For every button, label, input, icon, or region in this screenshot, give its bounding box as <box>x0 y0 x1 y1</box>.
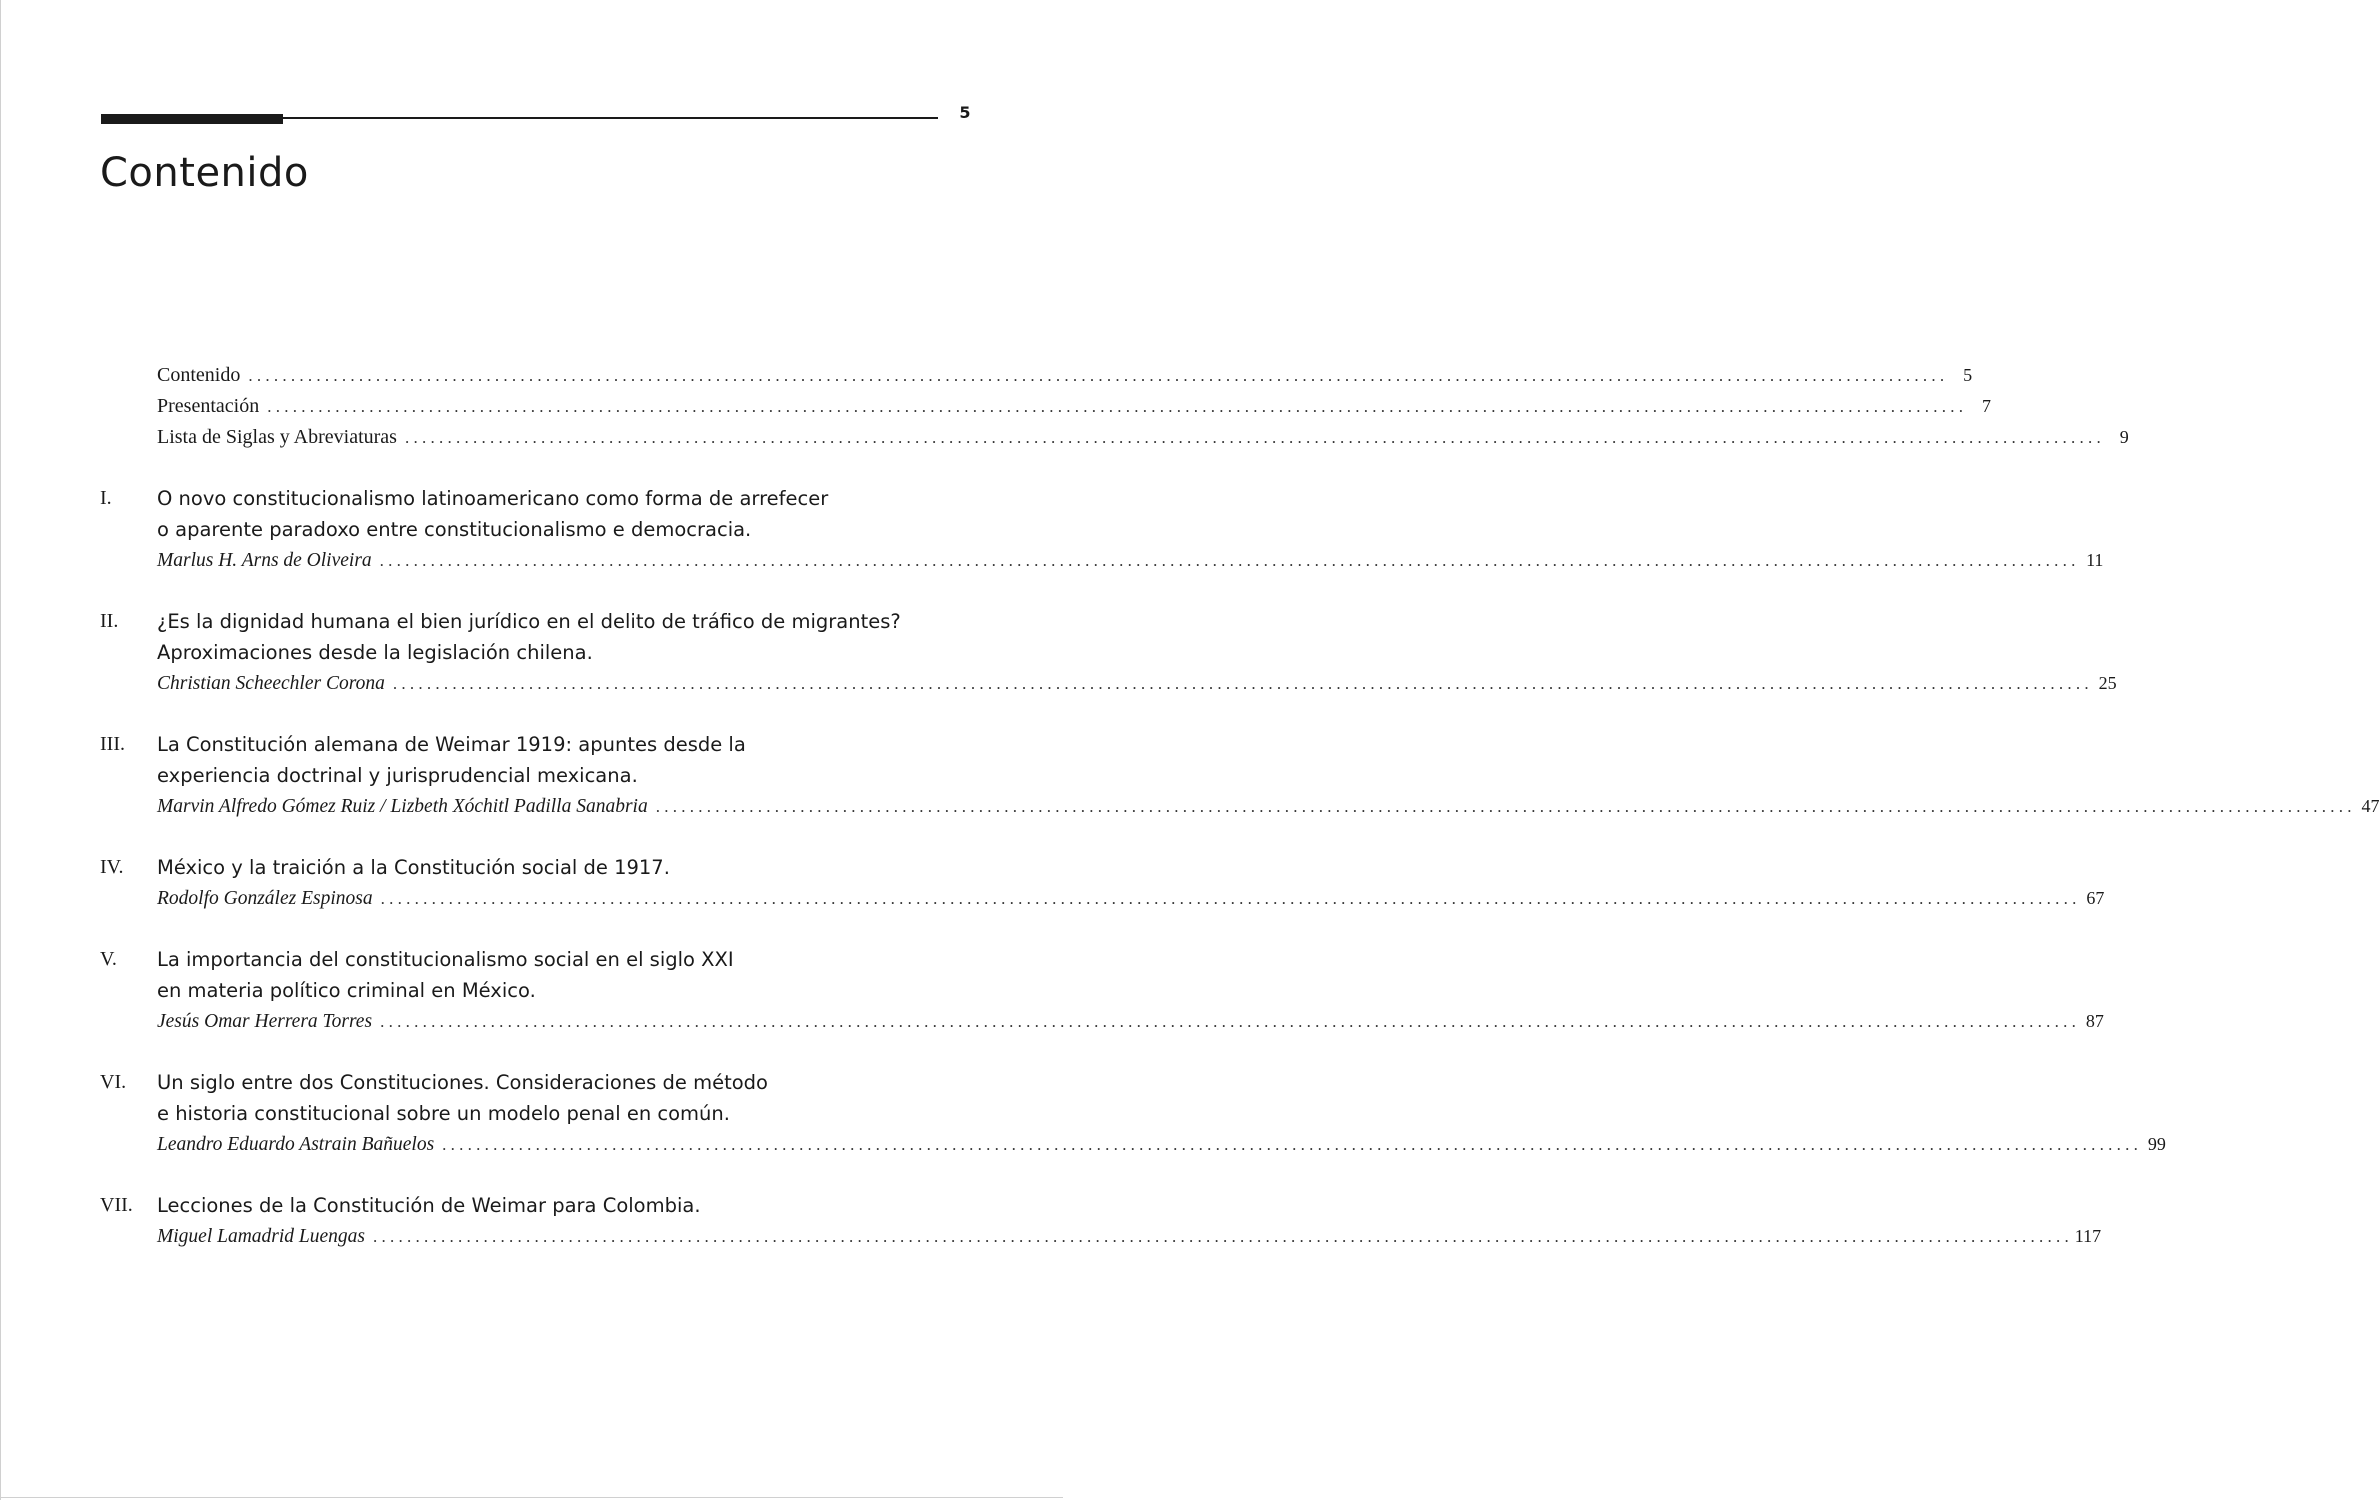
chapter-title-line[interactable]: o aparente paradoxo entre constitucionalismo e democracia. <box>157 518 752 541</box>
chapter-body <box>157 852 2105 914</box>
chapter-author-label: Rodolfo González Espinosa <box>157 888 373 909</box>
dot-leader: . . . . . . . . . . . . . . . . . . . . . . . . . . . . . . . . . . . . . . . . . . . . . . . . . . . . . . . . . . . . . . . . . . . . . . . . . . . . . . . . . . . . . . . . . . . . . . . . . . . . . . . . . . . . . . . . . . . . . . . . . . . . . . . . . . . . . . . . . . . . . . . . . . . . . . . . . . . . . . . . . . . . . . . . . . . . . . . . . . . . . . . . . . . . . . . . . . . . . . . . <box>379 551 2076 570</box>
prelim-item-label: Lista de Siglas y Abreviaturas <box>157 426 397 448</box>
chapter-entry <box>100 1190 2102 1252</box>
dot-leader: . . . . . . . . . . . . . . . . . . . . . . . . . . . . . . . . . . . . . . . . . . . . . . . . . . . . . . . . . . . . . . . . . . . . . . . . . . . . . . . . . . . . . . . . . . . . . . . . . . . . . . . . . . . . . . . . . . . . . . . . . . . . . . . . . . . . . . . . . . . . . . . . . . . . . . . . . . . . . . . . . . . . . . . . . . . . . . . . . . . . . . . . . . . . . . . . . . . . . . . . <box>392 674 2089 693</box>
page-ref: 87 <box>2085 1011 2104 1031</box>
page-edge <box>0 0 1 1500</box>
page-number: 5 <box>959 103 971 122</box>
page-ref: 11 <box>2086 550 2104 570</box>
chapter-author[interactable] <box>157 883 2105 914</box>
chapter-title-line[interactable]: Aproximaciones desde la legislación chilena. <box>157 641 593 664</box>
chapter-author[interactable] <box>157 1129 2166 1160</box>
chapter-author-label: Miguel Lamadrid Luengas <box>157 1226 366 1247</box>
page-edge <box>0 1497 1063 1498</box>
chapter-list <box>100 483 2379 1252</box>
chapter-body <box>157 1067 2166 1160</box>
page-ref: 5 <box>1963 365 1973 385</box>
chapter-entry <box>100 944 2104 1037</box>
chapter-entry <box>100 483 2104 576</box>
prelim-item-label: Contenido <box>157 364 241 386</box>
page-title: Contenido <box>100 150 309 196</box>
chapter-body <box>157 483 2104 576</box>
chapter-entry <box>100 852 2105 914</box>
page-ref: 117 <box>2074 1226 2102 1246</box>
prelim-item[interactable] <box>157 360 1973 391</box>
chapter-numeral: V. <box>100 948 117 970</box>
page-ref: 7 <box>1981 396 1991 416</box>
chapter-title-line[interactable]: e historia constitucional sobre un modelo penal en común. <box>157 1102 730 1125</box>
prelim-list <box>157 360 2129 453</box>
page-ref: 67 <box>2086 888 2105 908</box>
dot-leader: . . . . . . . . . . . . . . . . . . . . . . . . . . . . . . . . . . . . . . . . . . . . . . . . . . . . . . . . . . . . . . . . . . . . . . . . . . . . . . . . . . . . . . . . . . . . . . . . . . . . . . . . . . . . . . . . . . . . . . . . . . . . . . . . . . . . . . . . . . . . . . . . . . . . . . . . . . . . . . . . . . . . . . . . . . . . . . . . . . . . . . . . . . . . . . . . . . . . . . . . <box>373 1227 2069 1246</box>
header-rule-thin <box>283 117 938 119</box>
dot-leader: . . . . . . . . . . . . . . . . . . . . . . . . . . . . . . . . . . . . . . . . . . . . . . . . . . . . . . . . . . . . . . . . . . . . . . . . . . . . . . . . . . . . . . . . . . . . . . . . . . . . . . . . . . . . . . . . . . . . . . . . . . . . . . . . . . . . . . . . . . . . . . . . . . . . . . . . . . . . . . . . . . . . . . . . . . . . . . . . . . . . . . . . . . . . . . . . . . . . . . . . <box>267 397 1963 416</box>
chapter-title-line[interactable]: O novo constitucionalismo latinoamericano como forma de arrefecer <box>157 487 829 510</box>
chapter-author[interactable] <box>157 668 2117 699</box>
chapter-author[interactable] <box>157 545 2104 576</box>
chapter-author-label: Jesús Omar Herrera Torres <box>157 1011 373 1032</box>
chapter-numeral: II. <box>100 610 119 632</box>
chapter-title-line[interactable]: La importancia del constitucionalismo social en el siglo XXI <box>157 948 734 971</box>
chapter-author[interactable] <box>157 1221 2102 1252</box>
chapter-entry <box>100 1067 2166 1160</box>
chapter-numeral: VII. <box>100 1194 133 1216</box>
chapter-title-line[interactable]: ¿Es la dignidad humana el bien jurídico en el delito de tráfico de migrantes? <box>157 610 901 633</box>
chapter-author[interactable] <box>157 1006 2104 1037</box>
dot-leader: . . . . . . . . . . . . . . . . . . . . . . . . . . . . . . . . . . . . . . . . . . . . . . . . . . . . . . . . . . . . . . . . . . . . . . . . . . . . . . . . . . . . . . . . . . . . . . . . . . . . . . . . . . . . . . . . . . . . . . . . . . . . . . . . . . . . . . . . . . . . . . . . . . . . . . . . . . . . . . . . . . . . . . . . . . . . . . . . . . . . . . . . . . . . . . . . . . . . . . . . <box>380 1012 2076 1031</box>
prelim-item-label: Presentación <box>157 395 260 417</box>
chapter-numeral: VI. <box>100 1071 127 1093</box>
chapter-author-label: Marvin Alfredo Gómez Ruiz / Lizbeth Xóchitl Padilla Sanabria <box>157 796 648 817</box>
page-ref: 9 <box>2119 427 2129 447</box>
chapter-title-line[interactable]: La Constitución alemana de Weimar 1919: apuntes desde la <box>157 733 746 756</box>
chapter-body <box>157 606 2117 699</box>
page-ref: 99 <box>2147 1134 2166 1154</box>
chapter-title-line[interactable]: en materia político criminal en México. <box>157 979 536 1002</box>
dot-leader: . . . . . . . . . . . . . . . . . . . . . . . . . . . . . . . . . . . . . . . . . . . . . . . . . . . . . . . . . . . . . . . . . . . . . . . . . . . . . . . . . . . . . . . . . . . . . . . . . . . . . . . . . . . . . . . . . . . . . . . . . . . . . . . . . . . . . . . . . . . . . . . . . . . . . . . . . . . . . . . . . . . . . . . . . . . . . . . . . . . . . . . . . . . . . . . . . . . . . . . . <box>248 366 1945 385</box>
dot-leader: . . . . . . . . . . . . . . . . . . . . . . . . . . . . . . . . . . . . . . . . . . . . . . . . . . . . . . . . . . . . . . . . . . . . . . . . . . . . . . . . . . . . . . . . . . . . . . . . . . . . . . . . . . . . . . . . . . . . . . . . . . . . . . . . . . . . . . . . . . . . . . . . . . . . . . . . . . . . . . . . . . . . . . . . . . . . . . . . . . . . . . . . . . . . . . . . . . . . . . . . <box>380 889 2077 908</box>
page-ref: 25 <box>2098 673 2117 693</box>
chapter-body <box>157 944 2104 1037</box>
chapter-body <box>157 729 2379 822</box>
chapter-numeral: III. <box>100 733 125 755</box>
dot-leader: . . . . . . . . . . . . . . . . . . . . . . . . . . . . . . . . . . . . . . . . . . . . . . . . . . . . . . . . . . . . . . . . . . . . . . . . . . . . . . . . . . . . . . . . . . . . . . . . . . . . . . . . . . . . . . . . . . . . . . . . . . . . . . . . . . . . . . . . . . . . . . . . . . . . . . . . . . . . . . . . . . . . . . . . . . . . . . . . . . . . . . . . . . . . . . . . . . . . . . . . <box>655 797 2352 816</box>
chapter-body <box>157 1190 2102 1252</box>
dot-leader: . . . . . . . . . . . . . . . . . . . . . . . . . . . . . . . . . . . . . . . . . . . . . . . . . . . . . . . . . . . . . . . . . . . . . . . . . . . . . . . . . . . . . . . . . . . . . . . . . . . . . . . . . . . . . . . . . . . . . . . . . . . . . . . . . . . . . . . . . . . . . . . . . . . . . . . . . . . . . . . . . . . . . . . . . . . . . . . . . . . . . . . . . . . . . . . . . . . . . . . . <box>442 1135 2138 1154</box>
chapter-author-label: Marlus H. Arns de Oliveira <box>157 550 372 571</box>
chapter-title-line[interactable]: Lecciones de la Constitución de Weimar para Colombia. <box>157 1194 701 1217</box>
chapter-entry <box>100 606 2117 699</box>
chapter-author-label: Christian Scheechler Corona <box>157 673 385 694</box>
prelim-item[interactable] <box>157 422 2129 453</box>
prelim-item[interactable] <box>157 391 1991 422</box>
chapter-title-line[interactable]: México y la traición a la Constitución social de 1917. <box>157 856 670 879</box>
chapter-numeral: IV. <box>100 856 124 878</box>
chapter-numeral: I. <box>100 487 112 509</box>
page-ref: 47 <box>2361 796 2379 816</box>
chapter-title-line[interactable]: experiencia doctrinal y jurisprudencial mexicana. <box>157 764 638 787</box>
chapter-author-label: Leandro Eduardo Astrain Bañuelos <box>157 1134 435 1155</box>
chapter-author[interactable] <box>157 791 2379 822</box>
chapter-title-line[interactable]: Un siglo entre dos Constituciones. Consideraciones de método <box>157 1071 768 1094</box>
dot-leader: . . . . . . . . . . . . . . . . . . . . . . . . . . . . . . . . . . . . . . . . . . . . . . . . . . . . . . . . . . . . . . . . . . . . . . . . . . . . . . . . . . . . . . . . . . . . . . . . . . . . . . . . . . . . . . . . . . . . . . . . . . . . . . . . . . . . . . . . . . . . . . . . . . . . . . . . . . . . . . . . . . . . . . . . . . . . . . . . . . . . . . . . . . . . . . . . . . . . . . . . <box>404 428 2101 447</box>
chapter-entry <box>100 729 2379 822</box>
header-rule-thick <box>101 114 283 124</box>
table-of-contents <box>100 360 2379 1252</box>
